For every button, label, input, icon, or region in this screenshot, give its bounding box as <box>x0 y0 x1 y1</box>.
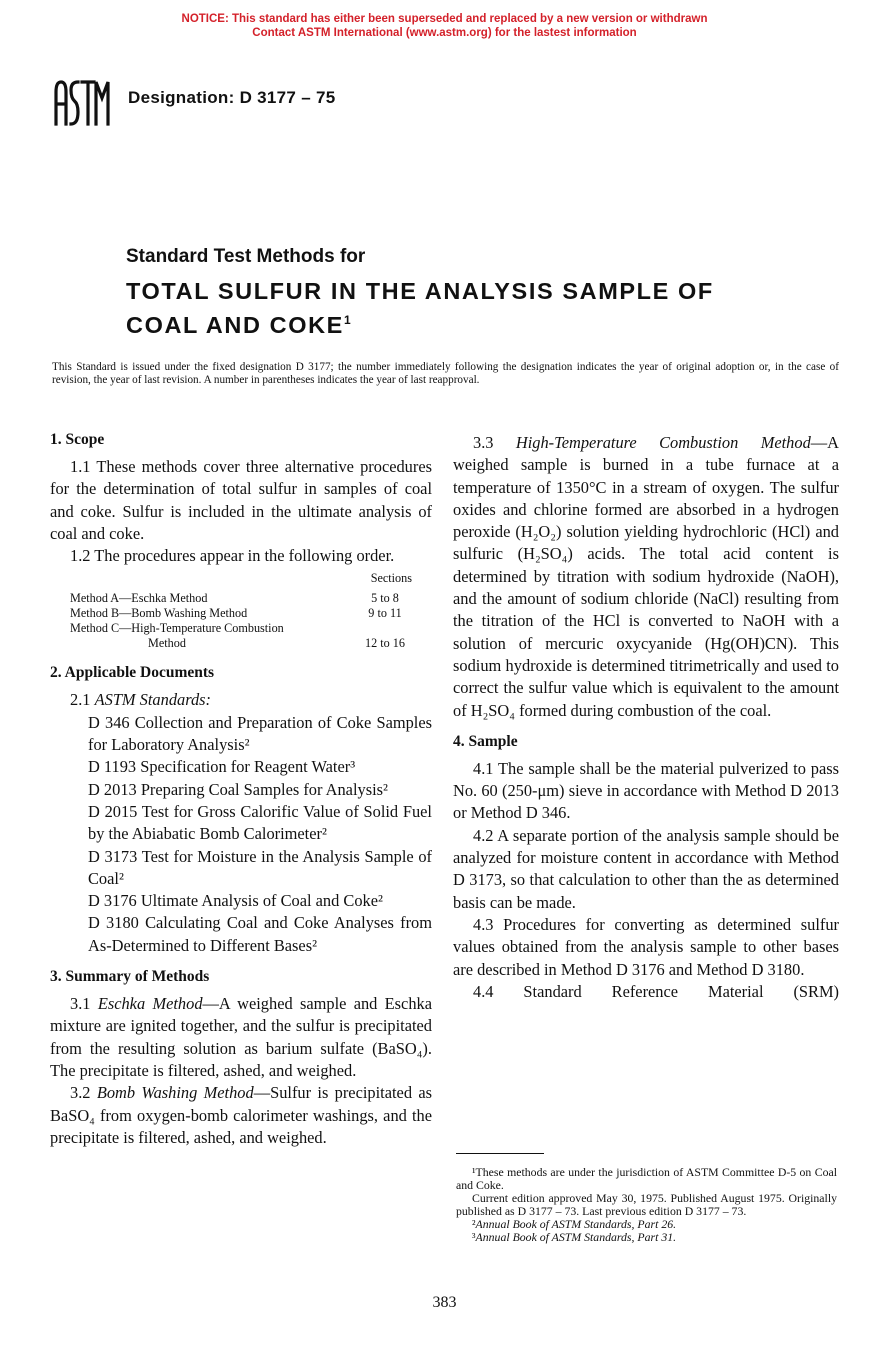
title-line-2-text: COAL AND COKE <box>126 312 344 338</box>
p32-text: —Sulfur is precipitated as BaSO₄ from oxygen-bomb calorimeter washings, and the precipitate is filtered, ashed, and weighed. <box>50 1083 432 1147</box>
p33-title: High-Temperature Combustion Method <box>515 433 811 452</box>
paragraph-4-4: 4.4 Standard Reference Material (SRM) <box>473 981 839 1001</box>
title-line-2 <box>126 308 826 342</box>
footnote-1-edition: Current edition approved May 30, 1975. Published August 1975. Originally published as D 3177 – 73. Last previous edition D 3177 – 73. <box>456 1191 837 1218</box>
paragraph-4-1: 4.1 The sample shall be the material pulverized to pass No. 60 (250-μm) sieve in accordance with Method D 2013 or Method D 346. <box>453 758 839 823</box>
reference-list <box>50 712 432 957</box>
reference-d1193: D 1193 Specification for Reagent Water³ <box>88 757 356 777</box>
footnotes <box>456 1166 837 1244</box>
p31-text: —A weighed sample and Eschka mixture are ignited together, and the sulfur is precipitated from the resulting solution as barium sulfate (BaSO₄). The precipitate is filtered, ashed, and weighed. <box>50 994 432 1080</box>
paragraph-2-1 <box>50 689 432 711</box>
document-title <box>126 274 826 342</box>
p31-number: 3.1 <box>70 994 91 1014</box>
methods-row-a-sections: 5 to 8 <box>371 591 399 606</box>
astm-logo-icon <box>52 74 112 132</box>
footnote-2-text: Annual Book of ASTM Standards, Part 26. <box>475 1217 677 1231</box>
issued-note: This Standard is issued under the fixed designation D 3177; the number immediately following the designation indicates the year of original adoption or, in the case of revision, the year of last revision. A number in parentheses indicates the year of last reapproval. <box>52 361 839 386</box>
paragraph-3-3 <box>453 432 839 722</box>
footnote-3 <box>456 1231 837 1244</box>
methods-table-header: Sections <box>370 571 412 586</box>
title-line-1: TOTAL SULFUR IN THE ANALYSIS SAMPLE OF <box>126 278 714 304</box>
section-heading-scope: 1. Scope <box>50 431 105 448</box>
reference-d3180: D 3180 Calculating Coal and Coke Analyses from As-Determined to Different Bases² <box>88 913 432 955</box>
title-footnote-mark: 1 <box>343 313 351 328</box>
reference-d2015: D 2015 Test for Gross Calorific Value of Solid Fuel by the Abiabatic Bomb Calorimeter² <box>88 801 432 844</box>
section-heading-applicable: 2. Applicable Documents <box>50 664 215 682</box>
reference-d3176: D 3176 Ultimate Analysis of Coal and Coke² <box>88 891 383 911</box>
reference-d346: D 346 Collection and Preparation of Coke Samples for Laboratory Analysis² <box>88 712 432 755</box>
paragraph-1-2: 1.2 The procedures appear in the following order. <box>70 546 395 566</box>
p31-title: Eschka Method <box>97 994 203 1014</box>
paragraph-1-1: 1.1 These methods cover three alternative procedures for the determination of total sulfur in samples of coal and coke. Sulfur is included in the ultimate analysis of coal and coke. <box>50 457 432 543</box>
methods-row-a: Method A—Eschka Method <box>70 591 208 606</box>
reference-d3173: D 3173 Test for Moisture in the Analysis Sample of Coal² <box>88 846 432 888</box>
notice-line-2: Contact ASTM International (www.astm.org) for the lastest information <box>252 27 637 39</box>
methods-table <box>50 567 432 657</box>
p33-text: —A weighed sample is burned in a tube furnace at a temperature of 1350°C in a stream of oxygen. The sulfur oxides and chlorine formed are absorbed in a hydrogen peroxide (H₂O₂) solution yielding hydrochloric (HCl) and sulfuric (H₂SO₄) acids. The total acid content is determined by titration with sodium hydroxide (NaOH), and the amount of sodium chloride (NaCl) resulting from the titration of the HCl is converted to NaOH with a solution of mercuric oxycyanide (Hg(OH)CN). This sodium hydroxide is determined titrimetrically and used to correct the sulfur value which is equivalent to the amount of H₂SO₄ formed during combustion of the coal. <box>453 433 839 720</box>
methods-row-c: Method C—High-Temperature Combustion <box>70 621 284 636</box>
p33-number: 3.3 <box>473 433 494 452</box>
paragraph-3-1 <box>50 993 432 1082</box>
footnote-2-mark: ² <box>472 1217 476 1231</box>
designation: Designation: D 3177 – 75 <box>128 88 336 107</box>
footnote-divider <box>456 1153 544 1154</box>
title-prefix: Standard Test Methods for <box>126 246 366 267</box>
paragraph-4-2: 4.2 A separate portion of the analysis sample should be analyzed for moisture content in accordance with Method D 3173, so that calculation to other than the as determined basis can be made. <box>453 825 839 912</box>
footnote-3-mark: ³ <box>472 1230 476 1244</box>
left-column <box>50 430 432 1149</box>
p32-title: Bomb Washing Method <box>96 1083 254 1103</box>
paragraph-4-3: 4.3 Procedures for converting as determined sulfur values obtained from the analysis sample to other bases are described in Method D 3176 and Method D 3180. <box>453 914 839 979</box>
footnote-3-text: Annual Book of ASTM Standards, Part 31. <box>475 1230 677 1244</box>
right-column <box>453 432 839 1003</box>
p32-number: 3.2 <box>70 1083 91 1103</box>
methods-row-c-sections: 12 to 16 <box>365 636 405 651</box>
subsection-title-astm-standards: ASTM Standards: <box>94 690 212 710</box>
reference-d2013: D 2013 Preparing Coal Samples for Analysis² <box>88 779 388 799</box>
subsection-number-2-1: 2.1 <box>70 690 91 710</box>
paragraph-3-2 <box>50 1082 432 1149</box>
notice-line-1: NOTICE: This standard has either been superseded and replaced by a new version or withdrawn <box>181 13 708 25</box>
methods-row-b-sections: 9 to 11 <box>368 606 402 621</box>
methods-row-b: Method B—Bomb Washing Method <box>70 606 248 621</box>
page-number: 383 <box>432 1294 457 1311</box>
methods-row-c-cont: Method <box>148 636 186 651</box>
section-heading-summary: 3. Summary of Methods <box>50 968 210 986</box>
footnote-1: ¹These methods are under the jurisdiction of ASTM Committee D-5 on Coal and Coke. <box>456 1165 837 1192</box>
notice-banner <box>0 12 889 40</box>
section-heading-sample: 4. Sample <box>453 732 518 750</box>
